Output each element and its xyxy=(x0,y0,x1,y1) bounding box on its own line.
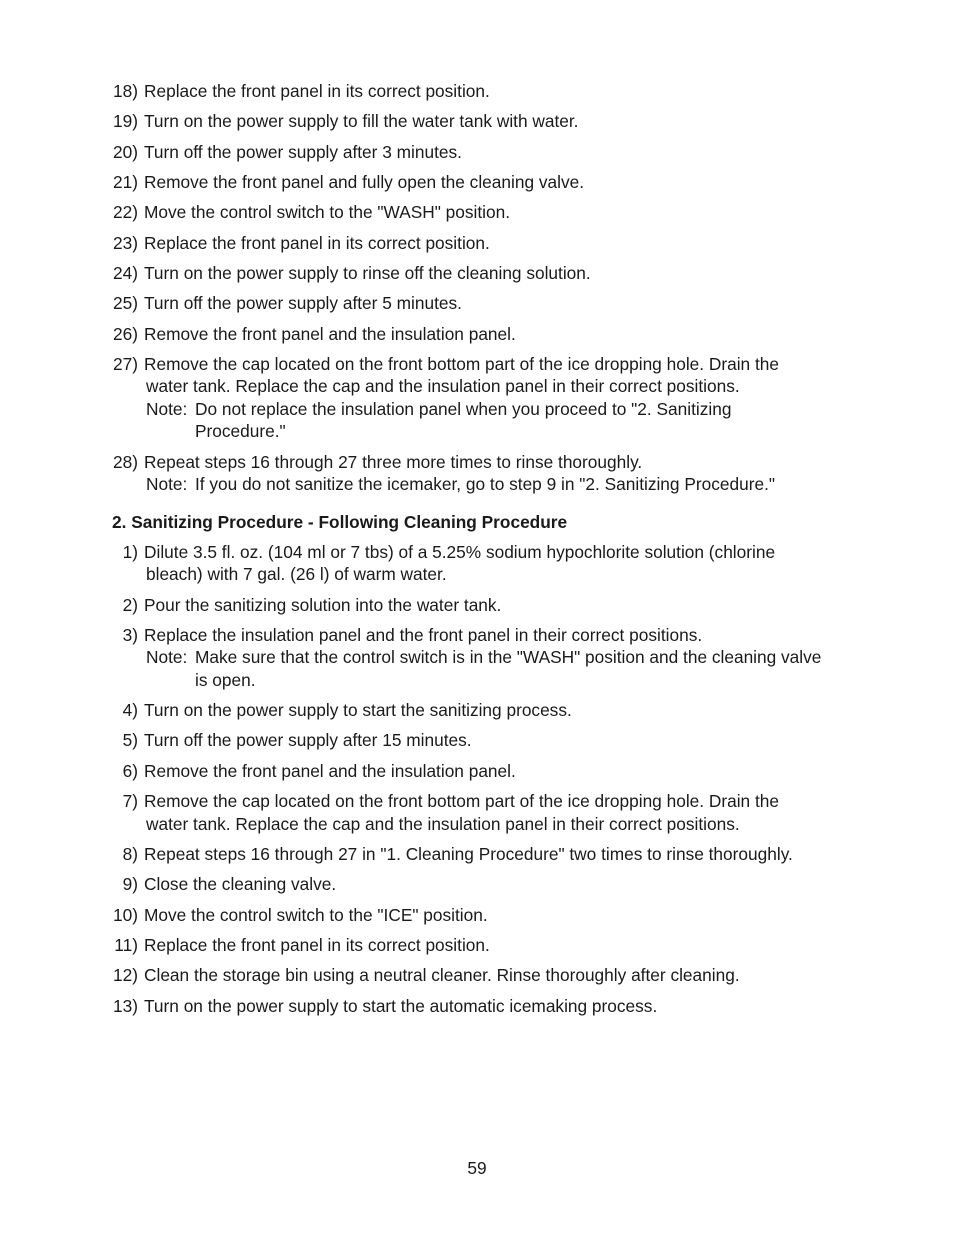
step-number: 23) xyxy=(113,233,138,253)
step-text: Move the control switch to the "WASH" position. xyxy=(144,202,511,222)
step-number: 21) xyxy=(113,172,138,192)
step-text: Remove the front panel and the insulation panel. xyxy=(144,761,516,781)
step-number: 8) xyxy=(122,844,138,864)
step-number: 3) xyxy=(122,625,138,645)
step-number: 28) xyxy=(113,452,138,472)
step-27-continuation: water tank. Replace the cap and the insulation panel in their correct positions. xyxy=(146,376,740,396)
step-text: Remove the front panel and fully open the cleaning valve. xyxy=(144,172,584,192)
note-label: Note: xyxy=(146,399,188,419)
step-number: 27) xyxy=(113,354,138,374)
step-text: Dilute 3.5 fl. oz. (104 ml or 7 tbs) of a 5.25% sodium hypochlorite solution (chlorine xyxy=(144,542,776,562)
step-text: Replace the insulation panel and the front panel in their correct positions. xyxy=(144,625,703,645)
step-text: Turn off the power supply after 5 minutes. xyxy=(144,293,462,313)
note-text: If you do not sanitize the icemaker, go to step 9 in "2. Sanitizing Procedure." xyxy=(195,474,776,494)
note-continuation: is open. xyxy=(195,670,256,690)
section-heading: 2. Sanitizing Procedure - Following Cleaning Procedure xyxy=(112,512,568,532)
step-text: Turn on the power supply to start the sanitizing process. xyxy=(144,700,572,720)
step-text: Repeat steps 16 through 27 three more times to rinse thoroughly. xyxy=(144,452,643,472)
step-text: Move the control switch to the "ICE" position. xyxy=(144,905,488,925)
step-text: Turn on the power supply to start the automatic icemaking process. xyxy=(144,996,658,1016)
step-text: Turn off the power supply after 15 minutes. xyxy=(144,730,472,750)
step-number: 26) xyxy=(113,324,138,344)
step-text: Turn off the power supply after 3 minutes. xyxy=(144,142,462,162)
note-text: Make sure that the control switch is in the "WASH" position and the cleaning valve xyxy=(195,647,822,667)
step-continuation: bleach) with 7 gal. (26 l) of warm water. xyxy=(146,564,447,584)
page-number: 59 xyxy=(467,1158,487,1178)
step-text: Turn on the power supply to fill the water tank with water. xyxy=(144,111,579,131)
step-text: Remove the cap located on the front bottom part of the ice dropping hole. Drain the xyxy=(144,791,779,811)
step-number: 9) xyxy=(122,874,138,894)
step-number: 2) xyxy=(122,595,138,615)
step-number: 5) xyxy=(122,730,138,750)
step-number: 10) xyxy=(113,905,138,925)
step-number: 12) xyxy=(113,965,138,985)
note-continuation: Procedure." xyxy=(195,421,286,441)
step-number: 6) xyxy=(122,761,138,781)
step-number: 11) xyxy=(114,935,138,955)
step-text: Pour the sanitizing solution into the water tank. xyxy=(144,595,502,615)
step-text: Repeat steps 16 through 27 in "1. Cleaning Procedure" two times to rinse thoroughly. xyxy=(144,844,793,864)
step-text: Clean the storage bin using a neutral cleaner. Rinse thoroughly after cleaning. xyxy=(144,965,740,985)
step-text: Replace the front panel in its correct position. xyxy=(144,81,490,101)
step-text: Replace the front panel in its correct position. xyxy=(144,935,490,955)
step-number: 20) xyxy=(113,142,138,162)
step-number: 24) xyxy=(113,263,138,283)
step-number: 7) xyxy=(122,791,138,811)
step-number: 25) xyxy=(113,293,138,313)
note-label: Note: xyxy=(146,474,188,494)
step-text: Turn on the power supply to rinse off the cleaning solution. xyxy=(144,263,591,283)
step-text: Remove the cap located on the front bottom part of the ice dropping hole. Drain the xyxy=(144,354,779,374)
step-number: 19) xyxy=(113,111,138,131)
step-text: Close the cleaning valve. xyxy=(144,874,337,894)
step-text: Replace the front panel in its correct position. xyxy=(144,233,490,253)
step-number: 22) xyxy=(113,202,138,222)
step-number: 13) xyxy=(113,996,138,1016)
step-text: Remove the front panel and the insulation panel. xyxy=(144,324,516,344)
step-number: 18) xyxy=(113,81,138,101)
step-continuation: water tank. Replace the cap and the insulation panel in their correct positions. xyxy=(146,814,740,834)
step-number: 1) xyxy=(122,542,138,562)
note-text: Do not replace the insulation panel when you proceed to "2. Sanitizing xyxy=(195,399,732,419)
step-number: 4) xyxy=(122,700,138,720)
note-label: Note: xyxy=(146,647,188,667)
